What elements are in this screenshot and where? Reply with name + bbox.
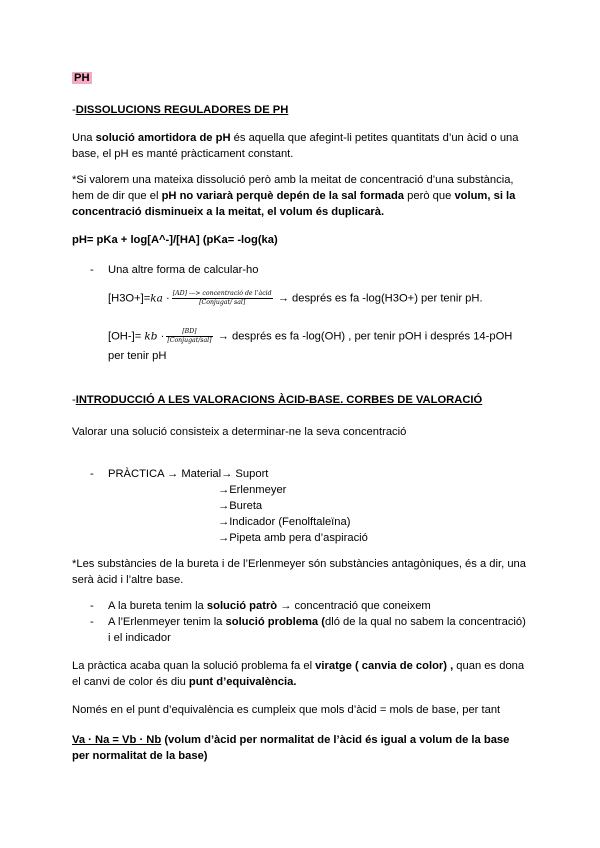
fraction: $\frac{\text{[AD] ---> concentració de l’àcid}}{\text{[Conjugat/ sal]}}$ xyxy=(172,290,272,306)
list-item-erlenmeyer-line2: i el indicador xyxy=(108,632,171,644)
formula-henderson: pH= pKa + log[A^-]/[HA] (pKa= -log(ka) xyxy=(72,234,278,246)
material-item: →Indicador (Fenolftaleïna) xyxy=(218,516,351,528)
paragraph-formula-valoracio: Va · Na = Vb · Nb (volum d’àcid per normalitat de l’àcid és igual a volum de la base per normalitat de la base) xyxy=(72,734,510,762)
paragraph-amortidora: Una solució amortidora de pH és aquella que afegint-li petites quantitats d’un àcid o una base, el pH es manté pràcticament constant. xyxy=(72,132,519,160)
paragraph-antagoniques: *Les substàncies de la bureta i de l’Erlenmeyer són substàncies antagòniques, és a dir, una serà àcid i l’altre base. xyxy=(72,558,526,586)
paragraph-equivalencia: Només en el punt d’equivalència es cumpleix que mols d’àcid = mols de base, per tant xyxy=(72,704,501,716)
section-heading-reguladores: -DISSOLUCIONS REGULADORES DE PH xyxy=(72,104,289,116)
document-page: PH -DISSOLUCIONS REGULADORES DE PH Una solució amortidora de pH és aquella que afegint-li petites quantitats d’un àcid o una base, el pH es manté pràcticament constant. *Si valorem una mateixa dissolució però amb la meitat de concentració d’una substància, hem de dir que el pH no variarà perquè depén de la sal formada però que volum, si la concentració disminueix a la meitat, el volum és duplicarà. pH= pKa + log[A^-]/[HA] (pKa= -log(ka) - Una altre forma de calcular-ho [H3O+]=ka · $\frac{\text{[AD] ---> concentració de l’àcid}}{\text{[Conjugat/ sal]}}$ → després es fa -log(H3O+) per tenir pH. [OH-]= kb · $\frac{[BD]}{\text{[Conjugat/sal]}}$ → després es fa -log(OH) , per tenir pOH i després 14-pOH per tenir pH -INTRODUCCIÓ A LES VALORACIONS ÀCID-BASE. CORBES DE VALORACIÓ Valorar una solució consisteix a determinar-ne la seva concentració - PRÀCTICA → Material→ Suport →Erlenmeyer →Bureta →Indicador (Fenolftaleïna) →Pipeta amb pera d’aspiració *Les substàncies de la bureta i de l’Erlenmeyer són substàncies antagòniques, és a dir, una serà àcid i l’altre base. - A la bureta tenim la solució patrò → concentració que coneixem - A l’Erlenmeyer tenim la solució problema (dló de la qual no sabem la concentració) i el indicador La pràctica acaba quan la solució problema fa el viratge ( canvia de color) , quan es dona el canvi de color és diu punt d’equivalència. Només en el punt d’equivalència es cumpleix que mols d’àcid = mols de base, per tant Va · Na = Vb · Nb (volum d’àcid per normalitat de l’àcid és igual a volum de la base per normalitat de la base) xyxy=(72,72,526,762)
material-item: →Bureta xyxy=(218,500,263,512)
paragraph-viratge: La pràctica acaba quan la solució problema fa el viratge ( canvia de color) , quan es dona el canvi de color és diu punt d’equivalència. xyxy=(72,660,525,688)
equation-h3o: [H3O+]=ka · $\frac{\text{[AD] ---> concentració de l’àcid}}{\text{[Conjugat/ sal]}}$ → després es fa -log(H3O+) per tenir pH. xyxy=(108,290,483,306)
material-list xyxy=(218,482,368,546)
paragraph-valorar: Valorar una solució consisteix a determinar-ne la seva concentració xyxy=(72,426,407,438)
material-item: →Erlenmeyer xyxy=(218,484,287,496)
page-title: PH xyxy=(74,72,90,84)
paragraph-meitat: *Si valorem una mateixa dissolució però amb la meitat de concentració d’una substància, hem de dir que el pH no variarà perquè depén de la sal formada però que volum, si la concentració disminueix a la meitat, el volum és duplicarà. xyxy=(72,174,516,218)
equation-oh-line2: per tenir pH xyxy=(108,350,167,362)
section-heading-valoracions: -INTRODUCCIÓ A LES VALORACIONS ÀCID-BASE. CORBES DE VALORACIÓ xyxy=(72,394,483,406)
fraction: $\frac{[BD]}{\text{[Conjugat/sal]}}$ xyxy=(167,328,212,344)
equation-oh: [OH-]= kb · $\frac{[BD]}{\text{[Conjugat/sal]}}$ → després es fa -log(OH) , per tenir pOH i després 14-pOH xyxy=(108,328,513,344)
material-item: →Pipeta amb pera d’aspiració xyxy=(218,532,368,544)
